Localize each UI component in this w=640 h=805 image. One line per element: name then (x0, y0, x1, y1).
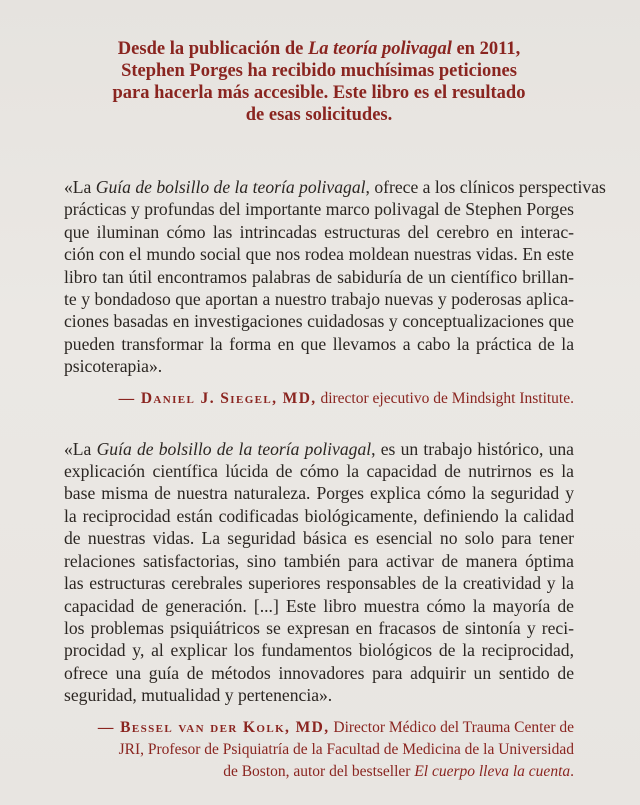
quote-line: procidad y, al explicar los fundamentos biológicos de la reciprocidad, (64, 640, 574, 661)
attribution-dash: — (118, 389, 141, 407)
quote-line: ciones basadas en investigaciones cuidadosas y conceptualizaciones que (64, 311, 574, 332)
author-role: Director Médico del Trauma Center de (329, 718, 574, 736)
quote-line: base misma de nuestra naturaleza. Porges explica cómo la seguridad y (64, 483, 574, 504)
blurb-line: para hacerla más accesible. Este libro es el resultado (112, 83, 526, 103)
book-title-italic: El cuerpo lleva la cuenta (414, 762, 571, 780)
quote-line: «La Guía de bolsillo de la teoría polivagal, es un trabajo histórico, una (64, 438, 574, 459)
book-title-italic: La teoría polivagal (307, 39, 452, 59)
quote-line: te y bondadoso que aportan a nuestro trabajo nuevas y poderosas aplica- (64, 289, 574, 310)
author-role: director ejecutivo de Mindsight Institute. (316, 389, 574, 407)
quote-line: «La Guía de bolsillo de la teoría polivagal, ofrece a los clínicos perspectivas (64, 177, 606, 197)
quote-line: pueden transformar la forma en que llevamos a cabo la práctica de la (64, 333, 574, 354)
author-role-line: de Boston, autor del bestseller El cuerpo lleva la cuenta. (223, 762, 574, 780)
quote-line: relaciones satisfactorias, sino también para activar de manera óptima (64, 550, 574, 571)
quote-line: prácticas y profundas del importante marco polivagal de Stephen Porges (64, 199, 574, 220)
quote-line: explicación científica lúcida de cómo la capacidad de nutrirnos es la (64, 461, 574, 482)
quote-line: psicoterapia». (64, 356, 163, 377)
quote-line: de nuestras vidas. La seguridad básica es esencial no solo para tener (64, 528, 574, 549)
quote-line: la reciprocidad están codificadas biológicamente, definiendo la calidad (64, 505, 574, 526)
book-title-italic: Guía de bolsillo de la teoría polivagal (95, 177, 366, 197)
blurb-line: de esas solicitudes. (245, 105, 393, 125)
quote-line: ofrece una guía de métodos innovadores para adquirir un sentido de (64, 662, 574, 683)
author-name: Bessel van der Kolk, MD, (120, 718, 330, 736)
quote-line: las estructuras cerebrales superiores responsables de la creatividad y la (64, 573, 574, 594)
book-title-italic: Guía de bolsillo de la teoría polivagal (96, 438, 372, 459)
quote-line: libro tan útil encontramos palabras de sabiduría de un científico brillan- (64, 266, 574, 287)
author-name: Daniel J. Siegel, MD, (140, 389, 317, 407)
quote-line: que iluminan cómo las intrincadas estructuras del cerebro en interac- (64, 221, 574, 242)
testimonial-van-der-kolk (64, 438, 574, 707)
attribution-van-der-kolk (64, 717, 574, 783)
quote-line: capacidad de generación. [...] Este libro muestra cómo la mayoría de (64, 595, 574, 616)
quote-line: ción con el mundo social que nos rodea moldean nuestras vidas. En este (64, 244, 574, 265)
publisher-blurb (64, 38, 574, 126)
testimonial-siegel (64, 176, 606, 378)
blurb-line: Desde la publicación de La teoría polivagal en 2011, (117, 39, 521, 59)
blurb-line: Stephen Porges ha recibido muchísimas peticiones (121, 61, 517, 81)
author-role-line: JRI, Profesor de Psiquiatría de la Facultad de Medicina de la Universidad (118, 740, 574, 758)
quote-line: los problemas psiquiátricos se expresan en fracasos de sintonía y reci- (64, 617, 574, 638)
attribution-siegel (64, 388, 574, 410)
attribution-dash: — (97, 718, 121, 736)
quote-line: seguridad, mutualidad y pertenencia». (64, 685, 333, 706)
